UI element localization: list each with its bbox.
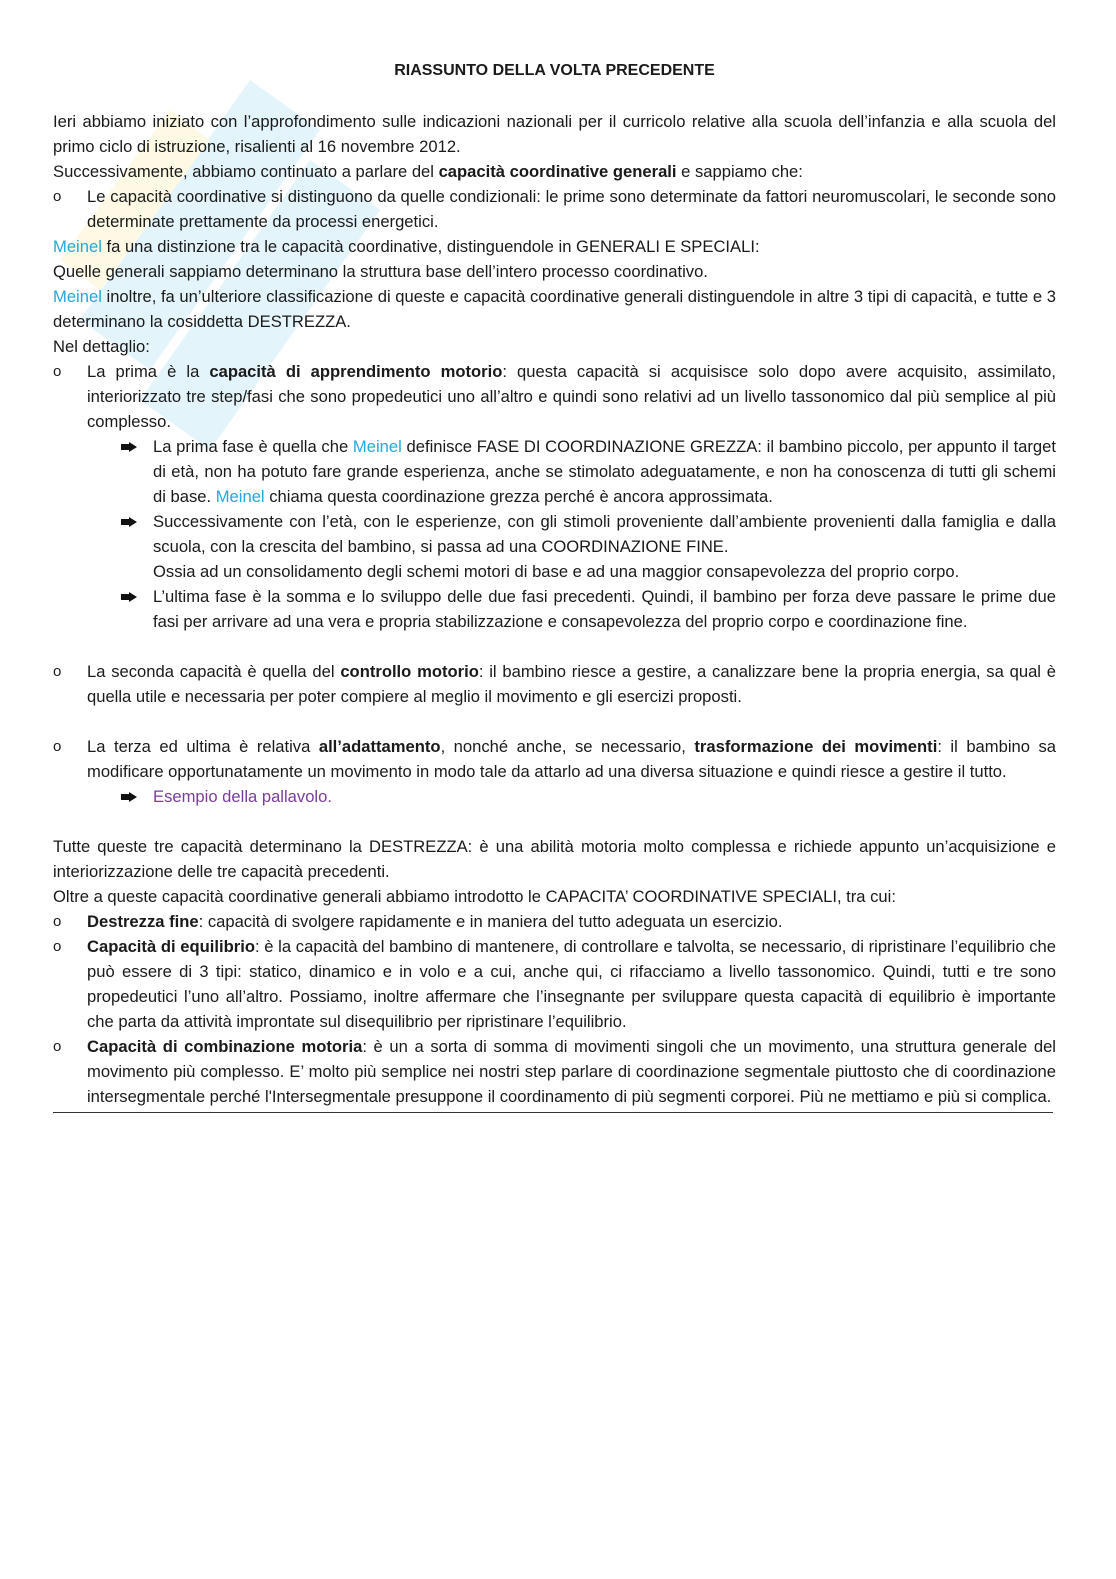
paragraph-continuation: Successivamente, abbiamo continuato a parlare del capacità coordinative generali e sappiamo che: <box>53 162 803 181</box>
page-title: RIASSUNTO DELLA VOLTA PRECEDENTE <box>394 62 715 79</box>
list-item-capacity-3: o La terza ed ultima è relativa all’adattamento, nonché anche, se necessario, trasformazione dei movimenti: il bambino sa modificare opportunatamente un movimento in modo tale da attarlo ad una diversa situazione e quindi riesce a gestire il tutto. <box>53 734 1056 784</box>
bullet-circle-icon: o <box>53 663 62 680</box>
arrow-right-icon <box>121 517 137 527</box>
paragraph-detail: Nel dettaglio: <box>53 337 150 356</box>
paragraph-meinel-classification: Meinel inoltre, fa un’ulteriore classificazione di queste e capacità coordinative generali distinguendole in altre 3 tipi di capacità, e tutte e 3 determinano la cosiddetta DESTREZZA. <box>53 287 1056 331</box>
horizontal-rule <box>53 1112 1053 1113</box>
bullet-circle-icon: o <box>53 188 62 205</box>
bullet-circle-icon: o <box>53 738 62 755</box>
list-item-capacity-1: o La prima è la capacità di apprendimento motorio: questa capacità si acquisisce solo dopo avere acquisito, assimilato, interiorizzato tre step/fasi che sono propedeutici uno all’altro e quindi sono relativi ad un livello tassonomico dal più semplice al più complesso. <box>53 359 1056 434</box>
sub-item-phase-1: La prima fase è quella che Meinel definisce FASE DI COORDINAZIONE GREZZA: il bambino piccolo, per appunto il target di età, non ha potuto fare grande esperienza, anche se stimolato adeguatamente, e non ha conoscenza di tutti gli schemi di base. Meinel chiama questa coordinazione grezza perché è ancora approssimata. <box>53 434 1056 509</box>
arrow-right-icon <box>121 442 137 452</box>
list-item-special-2: o Capacità di equilibrio: è la capacità del bambino di mantenere, di controllare e talvolta, se necessario, di ripristinare l’equilibrio che può essere di 3 tipi: statico, dinamico e in volo e a cui, anche qui, ci rifacciamo a livello tassonomico. Quindi, tutti e tre sono propedeutici l’uno all’altro. Possiamo, inoltre affermare che l’insegnante per sviluppare questa capacità di equilibrio è importante che parta da attività improntate sul disequilibrio per ripristinare l’equilibrio. <box>53 934 1056 1034</box>
paragraph-destrezza: Tutte queste tre capacità determinano la DESTREZZA: è una abilità motoria molto complessa e richiede appunto un’acquisizione e interiorizzazione delle tre capacità precedenti. <box>53 837 1056 881</box>
paragraph-general: Quelle generali sappiamo determinano la struttura base dell’intero processo coordinativo. <box>53 262 708 281</box>
bullet-circle-icon: o <box>53 913 62 930</box>
paragraph-special-intro: Oltre a queste capacità coordinative generali abbiamo introdotto le CAPACITA’ COORDINATIVE SPECIALI, tra cui: <box>53 887 896 906</box>
paragraph-meinel-distinction: Meinel fa una distinzione tra le capacità coordinative, distinguendole in GENERALI E SPECIALI: <box>53 237 760 256</box>
sub-item-phase-3: L’ultima fase è la somma e lo sviluppo delle due fasi precedenti. Quindi, il bambino per forza deve passare le prime due fasi per arrivare ad una vera e propria stabilizzazione e consapevolezza del proprio corpo e coordinazione fine. <box>53 584 1056 634</box>
paragraph-intro: Ieri abbiamo iniziato con l’approfondimento sulle indicazioni nazionali per il curricolo relative alla scuola dell’infanzia e alla scuola del primo ciclo di istruzione, risalienti al 16 novembre 2012. <box>53 112 1056 156</box>
sub-item-example: Esempio della pallavolo. <box>53 784 1056 809</box>
list-item-special-3: o Capacità di combinazione motoria: è un a sorta di somma di movimenti singoli che un movimento, una struttura generale del movimento più complesso. E’ molto più semplice nei nostri step parlare di coordinazione segmentale piuttosto che di coordinazione intersegmentale perché l'Intersegmentale presuppone il coordinamento di più segmenti corporei. Più ne mettiamo e più si complica. <box>53 1034 1056 1109</box>
list-item: o Le capacità coordinative si distinguono da quelle condizionali: le prime sono determinate da fattori neuromuscolari, le seconde sono determinate prettamente da processi energetici. <box>53 184 1056 234</box>
bullet-circle-icon: o <box>53 938 62 955</box>
list-item-special-1: o Destrezza fine: capacità di svolgere rapidamente e in maniera del tutto adeguata un esercizio. <box>53 909 1056 934</box>
arrow-right-icon <box>121 592 137 602</box>
bullet-circle-icon: o <box>53 1038 62 1055</box>
arrow-right-icon <box>121 792 137 802</box>
sub-item-phase-2: Successivamente con l’età, con le esperienze, con gli stimoli proveniente dall’ambiente provenienti dalla famiglia e dalla scuola, con la crescita del bambino, si passa ad una COORDINAZIONE FINE. Ossia ad un consolidamento degli schemi motori di base e ad una maggior consapevolezza del proprio corpo. <box>53 509 1056 584</box>
bullet-circle-icon: o <box>53 363 62 380</box>
document-page <box>53 58 1056 1113</box>
list-item-capacity-2: o La seconda capacità è quella del controllo motorio: il bambino riesce a gestire, a canalizzare bene la propria energia, sa qual è quella utile e necessaria per poter compiere al meglio il movimento e gli esercizi proposti. <box>53 659 1056 709</box>
